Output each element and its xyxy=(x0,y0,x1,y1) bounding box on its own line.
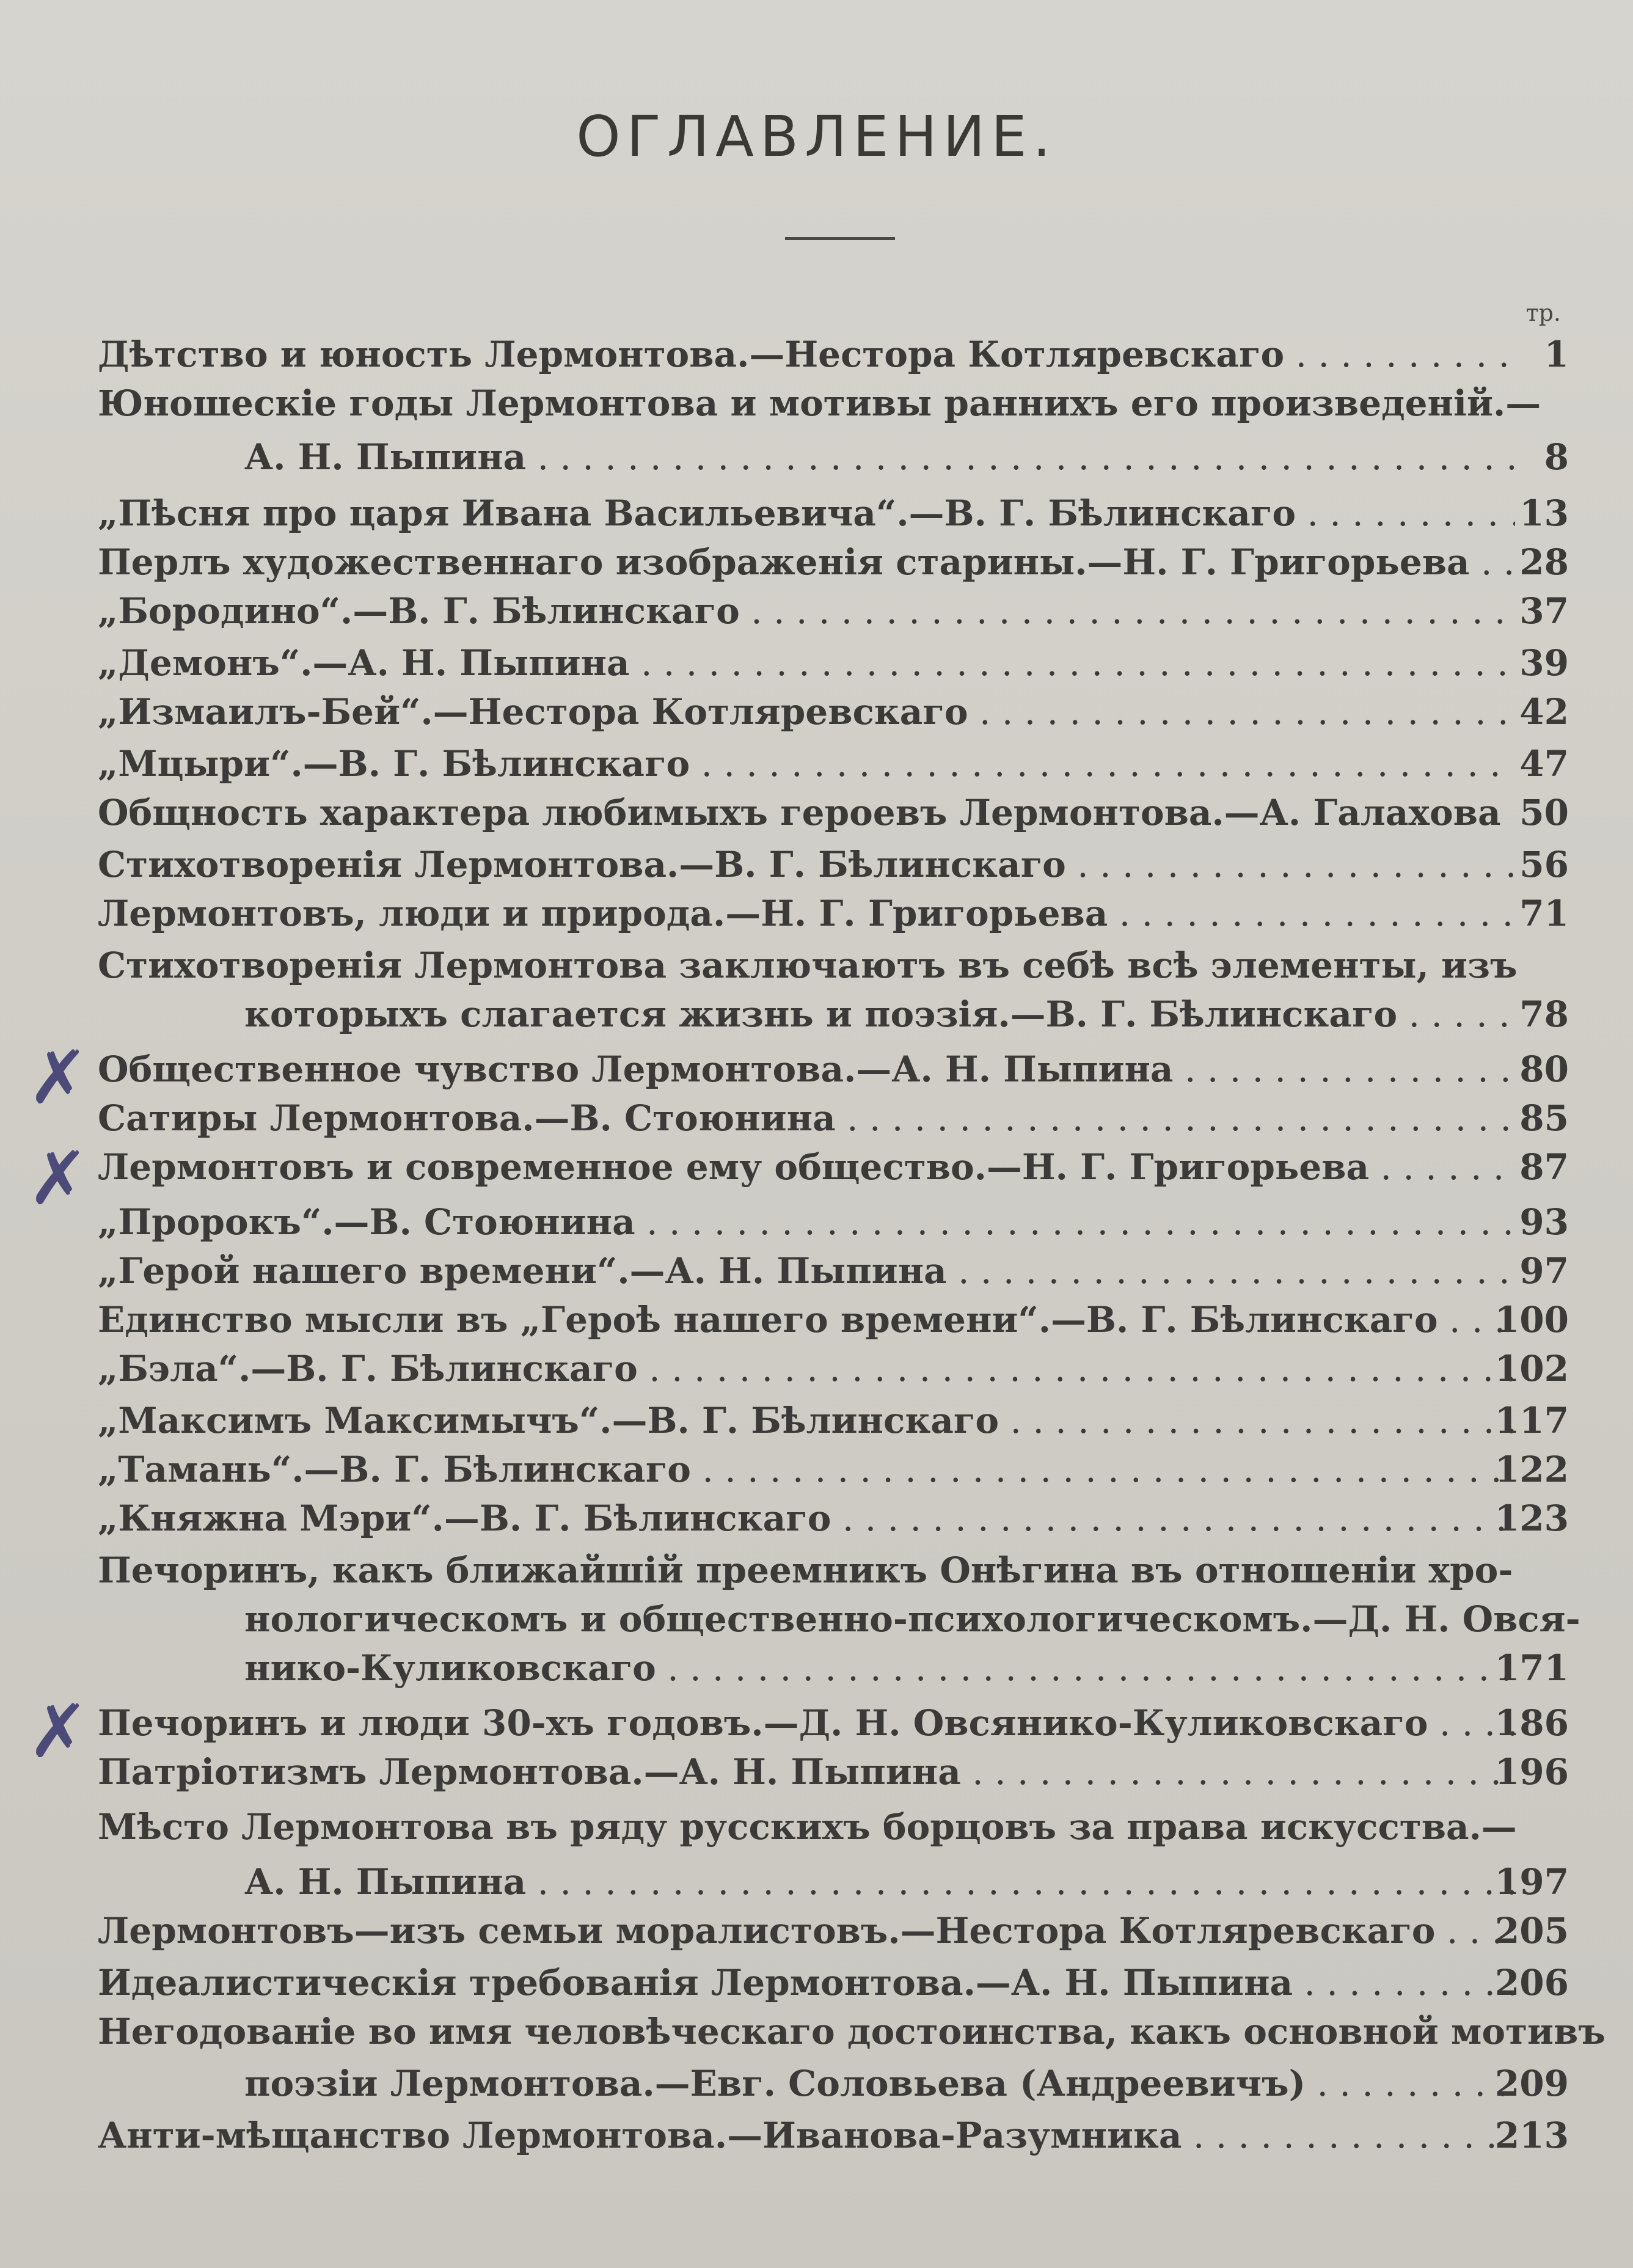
toc-page-number: 47 xyxy=(1519,743,1569,785)
toc-entry-line: „Тамань“.—В. Г. Бѣлинскаго . . . xyxy=(98,1445,1515,1494)
toc-entry-line: Печоринъ и люди 30-хъ годовъ.—Д. Н. Овсянико-Куликовскаго . . . xyxy=(98,1699,1515,1747)
toc-page-number: 56 xyxy=(1519,844,1569,885)
toc-entry-line-continued: Печоринъ, какъ ближайшій преемникъ Онѣгина въ отношеніи хро- xyxy=(98,1549,1513,1591)
toc-entry-line: „Измаилъ-Бей“.—Нестора Котляревскаго . . . xyxy=(98,687,1515,736)
toc-page-number: 71 xyxy=(1519,893,1569,934)
toc-page-number: 209 xyxy=(1494,2063,1569,2104)
toc-entry-line: Идеалистическія требованія Лермонтова.—А. Н. Пыпина . . . xyxy=(98,1958,1515,2007)
toc-entry-line-continued: Негодованіе во имя человѣческаго достоинства, какъ основной мотивъ xyxy=(98,2011,1606,2052)
toc-entry-line: „Мцыри“.—В. Г. Бѣлинскаго . . . xyxy=(98,739,1515,788)
toc-entry-line-continued: нологическомъ и общественно-психологическомъ.—Д. Н. Овся- xyxy=(244,1598,1580,1640)
page-title: ОГЛАВЛЕНИЕ. xyxy=(576,104,1057,169)
toc-page-number: 42 xyxy=(1519,691,1569,733)
toc-entry-line-continued: Юношескіе годы Лермонтова и мотивы раннихъ его произведеній.— xyxy=(98,382,1541,424)
toc-entry-line: поэзіи Лермонтова.—Евг. Соловьева (Андреевичъ) . . . xyxy=(244,2059,1515,2108)
toc-entry-line: Единство мысли въ „Героѣ нашего времени“.—В. Г. Бѣлинскаго . . . xyxy=(98,1295,1515,1344)
toc-page-number: 186 xyxy=(1494,1702,1569,1744)
toc-entry-line: Лермонтовъ, люди и природа.—Н. Г. Григорьева . . . xyxy=(98,889,1515,938)
toc-entry-line: Общность характера любимыхъ героевъ Лермонтова.—А. Галахова . . . xyxy=(98,788,1515,837)
toc-entry-line: нико-Куликовскаго . . . xyxy=(244,1644,1515,1692)
toc-entry-line: „Герой нашего времени“.—А. Н. Пыпина . . . xyxy=(98,1246,1515,1295)
toc-page-number: 13 xyxy=(1519,492,1569,534)
toc-entry-line: „Бородино“.—В. Г. Бѣлинскаго . . . xyxy=(98,587,1515,635)
handwritten-x-mark-icon: ✗ xyxy=(27,1689,89,1774)
toc-entry-line: Сатиры Лермонтова.—В. Стоюнина . . . xyxy=(98,1094,1515,1143)
toc-page-number: 80 xyxy=(1519,1048,1569,1090)
toc-entry-line: Перлъ художественнаго изображенія старины.—Н. Г. Григорьева . . . xyxy=(98,538,1515,587)
toc-page-number: 197 xyxy=(1494,1861,1569,1903)
toc-entry-line: „Пѣсня про царя Ивана Васильевича“.—В. Г. Бѣлинскаго . . . xyxy=(98,489,1515,538)
toc-page-number: 78 xyxy=(1519,993,1569,1035)
toc-entry-line: „Демонъ“.—А. Н. Пыпина . . . xyxy=(98,638,1515,687)
toc-entry-line-continued: Мѣсто Лермонтова въ ряду русскихъ борцовъ за права искусства.— xyxy=(98,1806,1517,1848)
toc-page-number: 196 xyxy=(1494,1751,1569,1793)
toc-page-number: 97 xyxy=(1519,1250,1569,1292)
handwritten-x-mark-icon: ✗ xyxy=(27,1136,89,1221)
toc-page-number: 93 xyxy=(1519,1201,1569,1243)
toc-entry-line: Дѣтство и юность Лермонтова.—Нестора Котляревскаго . . . xyxy=(98,330,1515,379)
toc-page-number: 117 xyxy=(1494,1400,1569,1441)
toc-entry-line: „Пророкъ“.—В. Стоюнина . . . xyxy=(98,1198,1515,1246)
toc-entry-line: „Княжна Мэри“.—В. Г. Бѣлинскаго . . . xyxy=(98,1494,1515,1543)
toc-entry-line: Лермонтовъ и современное ему общество.—Н. Г. Григорьева . . . xyxy=(98,1143,1515,1191)
toc-entry-line: А. Н. Пыпина . . . xyxy=(244,1857,1515,1906)
toc-page-number: 50 xyxy=(1519,792,1569,833)
page-column-label: тр. xyxy=(1525,299,1561,326)
toc-page-number: 213 xyxy=(1494,2115,1569,2156)
toc-page-number: 85 xyxy=(1519,1097,1569,1139)
toc-entry-line: Патріотизмъ Лермонтова.—А. Н. Пыпина . . . xyxy=(98,1747,1515,1796)
toc-page-number: 102 xyxy=(1494,1348,1569,1389)
toc-page-number: 87 xyxy=(1519,1146,1569,1188)
toc-page-number: 100 xyxy=(1494,1299,1569,1341)
toc-entry-line: „Максимъ Максимычъ“.—В. Г. Бѣлинскаго . . . xyxy=(98,1396,1515,1445)
toc-page-number: 8 xyxy=(1544,436,1569,478)
toc-entry-line: Анти-мѣщанство Лермонтова.—Иванова-Разумника . . . xyxy=(98,2111,1515,2160)
toc-page-number: 28 xyxy=(1519,541,1569,583)
toc-page-number: 205 xyxy=(1494,1910,1569,1952)
toc-entry-line: которыхъ слагается жизнь и поэзія.—В. Г. Бѣлинскаго . . . xyxy=(244,990,1515,1039)
toc-page-number: 206 xyxy=(1494,1962,1569,2003)
toc-page-number: 122 xyxy=(1494,1449,1569,1490)
toc-entry-line: „Бэла“.—В. Г. Бѣлинскаго . . . xyxy=(98,1344,1515,1393)
toc-page-number: 39 xyxy=(1519,642,1569,684)
toc-entry-line: Общественное чувство Лермонтова.—А. Н. Пыпина . . . xyxy=(98,1045,1515,1094)
handwritten-x-mark-icon: ✗ xyxy=(27,1036,89,1121)
toc-page-number: 171 xyxy=(1494,1647,1569,1689)
toc-page-number: 1 xyxy=(1544,334,1569,375)
toc-entry-line-continued: Стихотворенія Лермонтова заключаютъ въ себѣ всѣ элементы, изъ xyxy=(98,945,1518,986)
toc-page-number: 37 xyxy=(1519,590,1569,632)
toc-entry-line: Стихотворенія Лермонтова.—В. Г. Бѣлинскаго . . . xyxy=(98,840,1515,889)
toc-page-number: 123 xyxy=(1494,1498,1569,1539)
toc-entry-line: Лермонтовъ—изъ семьи моралистовъ.—Нестора Котляревскаго . . . xyxy=(98,1906,1515,1955)
toc-entry-line: А. Н. Пыпина . . . xyxy=(244,433,1515,481)
